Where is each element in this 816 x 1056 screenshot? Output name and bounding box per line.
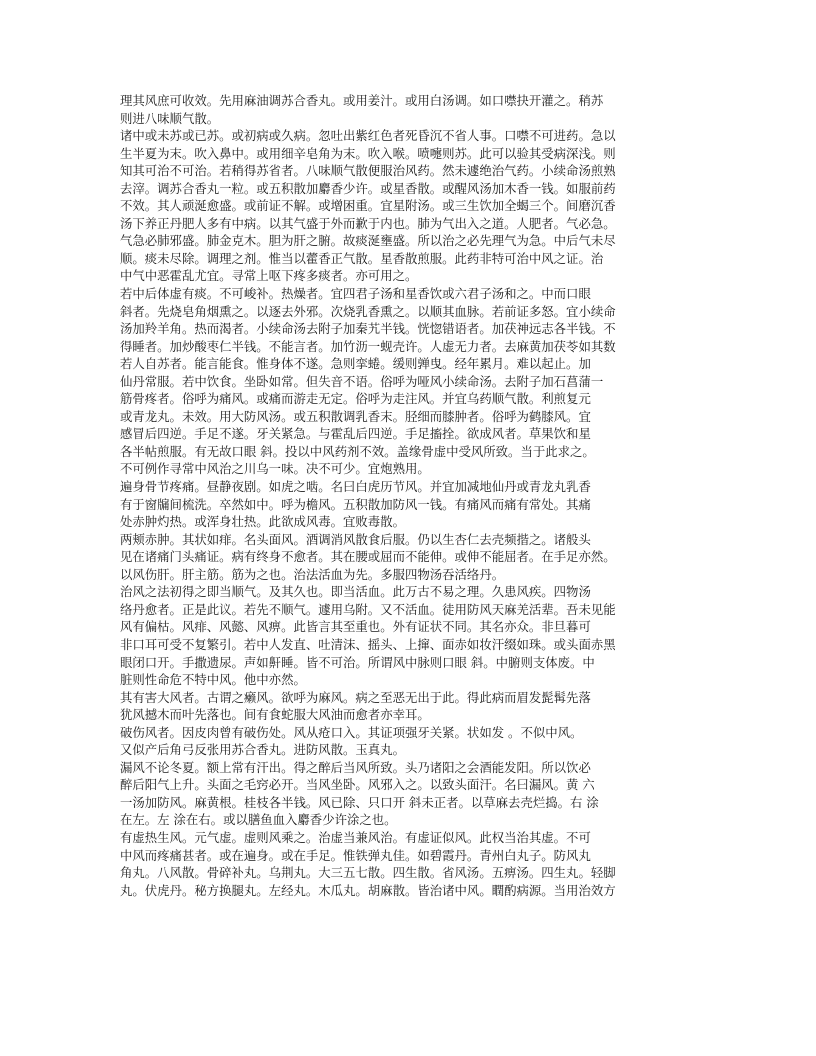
text-line: 汤下养正丹肥人多有中病。以其气盛于外而歉于内也。肺为气出入之道。人肥者。气必急。 xyxy=(120,215,616,231)
text-line: 见在诸痛门头痛证。病有终身不愈者。其在腰或屈而不能伸。或伸不能屈者。在手足亦然。 xyxy=(120,549,616,565)
text-line: 若中后体虚有痰。不可峻补。热燥者。宜四君子汤和星香饮或六君子汤和之。中而口眼 xyxy=(120,286,591,302)
text-line: 犹风撼木而叶先落也。间有食蛇服大风油而愈者亦幸耳。 xyxy=(120,707,430,723)
text-line: 又似产后角弓反张用苏合香丸。进防风散。玉真丸。 xyxy=(120,742,405,758)
text-line: 破伤风者。因皮肉曾有破伤处。风从疮口入。其证项强牙关紧。状如发 。不似中风。 xyxy=(120,724,583,740)
text-line: 顺。痰未尽除。调理之剂。惟当以藿香正气散。星香散煎服。此药非特可治中风之证。治 xyxy=(120,250,604,266)
text-line: 知其可治不可治。若稍得苏省者。八味顺气散便服治风药。然未遽绝治气药。小续命汤煎熟 xyxy=(120,163,616,179)
text-line: 络丹愈者。正是此议。若先不顺气。遽用乌附。又不活血。徒用防风天麻羌活辈。吾未见能 xyxy=(120,601,616,617)
text-line: 其有害大风者。古谓之癞风。欲呼为麻风。病之至恶无出于此。得此病而眉发髭髯先落 xyxy=(120,689,591,705)
text-line: 或青龙丸。未效。用大防风汤。或五积散调乳香末。胫细而膝肿者。俗呼为鹤膝风。宜 xyxy=(120,408,591,424)
text-line: 不效。其人顽涎愈盛。或前证不解。或增困重。宜星附汤。或三生饮加全蝎三个。间磨沉香 xyxy=(120,198,616,214)
text-line: 筋骨疼者。俗呼为痛风。或痛而游走无定。俗呼为走注风。并宜乌药顺气散。利煎复元 xyxy=(120,391,591,407)
text-line: 去滓。调苏合香丸一粒。或五积散加麝香少许。或星香散。或醒风汤加木香一钱。如服前药 xyxy=(120,180,616,196)
text-line: 若人自苏者。能言能食。惟身体不遂。急则挛蜷。缓则亸曳。经年累月。难以起止。加 xyxy=(120,356,591,372)
text-line: 治风之法初得之即当顺气。及其久也。即当活血。此万古不易之理。久患风疾。四物汤 xyxy=(120,584,591,600)
text-line: 在左。左 涂在右。或以膳鱼血入麝香少许涂之也。 xyxy=(120,812,397,828)
text-line: 感冒后四逆。手足不遂。牙关紧急。与霍乱后四逆。手足搐拴。欲成风者。草果饮和星 xyxy=(120,426,591,442)
text-line: 仙丹常服。若中饮食。坐卧如常。但失音不语。俗呼为哑风小续命汤。去附子加石菖蒲一 xyxy=(120,373,604,389)
text-line: 不可例作寻常中风治之川乌一味。决不可少。宜炮熟用。 xyxy=(120,461,430,477)
text-line: 中风而疼痛甚者。或在遍身。或在手足。惟铁弹丸佳。如碧霞丹。青州白丸子。防风丸 xyxy=(120,847,591,863)
text-line: 气急必肺邪盛。肺金克木。胆为肝之腑。故痰涎壅盛。所以治之必先理气为急。中后气未尽 xyxy=(120,233,616,249)
text-line: 遍身骨节疼痛。昼静夜剧。如虎之啮。名曰白虎历节风。并宜加减地仙丹或青龙丸乳香 xyxy=(120,479,591,495)
text-line: 丸。伏虎丹。秘方换腿丸。左经丸。木瓜丸。胡麻散。皆治诸中风。瞤酌病源。当用治效方 xyxy=(120,882,616,898)
text-line: 则进八味顺气散。 xyxy=(120,110,220,126)
text-line: 醉后阳气上升。头面之毛窍必开。当风坐卧。风邪入之。以致头面汗。名曰漏风。黄 六 xyxy=(120,777,595,793)
body-text xyxy=(120,92,690,899)
text-line: 诸中或未苏或已苏。或初病或久病。忽吐出紫红色者死昏沉不省人事。口噤不可进药。急以 xyxy=(120,128,616,144)
text-line: 脏则性命危不特中风。他中亦然。 xyxy=(120,672,306,688)
text-line: 风有偏枯。风痱、风懿、风痹。此皆言其至重也。外有证状不同。其名亦众。非旦暮可 xyxy=(120,619,591,635)
text-line: 各半帖煎服。有无故口眼 斜。投以中风药剂不效。盖缘骨虚中受风所致。当于此求之。 xyxy=(120,443,595,459)
text-line: 以风伤肝。肝主筋。筋为之也。治法活血为先。多服四物汤吞活络丹。 xyxy=(120,566,505,582)
text-line: 处赤肿灼热。或浑身壮热。此欲成风毒。宜败毒散。 xyxy=(120,514,405,530)
text-line: 中气中恶霍乱尤宜。寻常上呕下疼多痰者。亦可用之。 xyxy=(120,268,418,284)
text-line: 有虚热生风。元气虚。虚则风乘之。治虚当兼风治。有虚证似风。此权当治其虚。不可 xyxy=(120,829,591,845)
text-line: 一汤加防风。麻黄根。桂枝各半钱。风已除、只口开 斜未正者。以草麻去壳烂捣。右 涂 xyxy=(120,794,599,810)
text-line: 生半夏为末。吹入鼻中。或用细辛皂角为末。吹入喉。喷嚏则苏。此可以验其受病深浅。则 xyxy=(120,145,616,161)
text-line: 非口耳可受不复繁引。若中人发直、吐清沫、摇头、上撺、面赤如妆汗缀如珠。或头面赤黑 xyxy=(120,636,616,652)
text-line: 漏风不论冬夏。额上常有汗出。得之醉后当风所致。头乃诸阳之会酒能发阳。所以饮必 xyxy=(120,759,591,775)
text-line: 斜者。先烧皂角烟熏之。以逐去外邪。次烧乳香熏之。以顺其血脉。若前证多怒。宜小续命 xyxy=(120,303,616,319)
text-line: 汤加羚羊角。热而渴者。小续命汤去附子加秦艽半钱。恍惚错语者。加茯神远志各半钱。不 xyxy=(120,321,616,337)
text-line: 有于窗牖间梳洗。卒然如中。呼为檐风。五积散加防风一钱。有痛风而痛有常处。其痛 xyxy=(120,496,591,512)
text-line: 得睡者。加炒酸枣仁半钱。不能言者。加竹沥一蚬壳许。人虚无力者。去麻黄加茯苓如其数 xyxy=(120,338,616,354)
text-line: 眼闭口开。手撒遗尿。声如鼾睡。皆不可治。所谓风中脉则口眼 斜。中腑则支体废。中 xyxy=(120,654,595,670)
text-line: 理其风庶可收效。先用麻油调苏合香丸。或用姜汁。或用白汤调。如口噤抉开灌之。稍苏 xyxy=(120,93,604,108)
text-line: 角丸。八风散。骨碎补丸。乌荆丸。大三五七散。四生散。省风汤。五痹汤。四生丸。轻脚 xyxy=(120,865,616,881)
text-line: 两颊赤肿。其状如痱。名头面风。酒调消风散食后服。仍以生杏仁去壳频揩之。诸般头 xyxy=(120,531,591,547)
